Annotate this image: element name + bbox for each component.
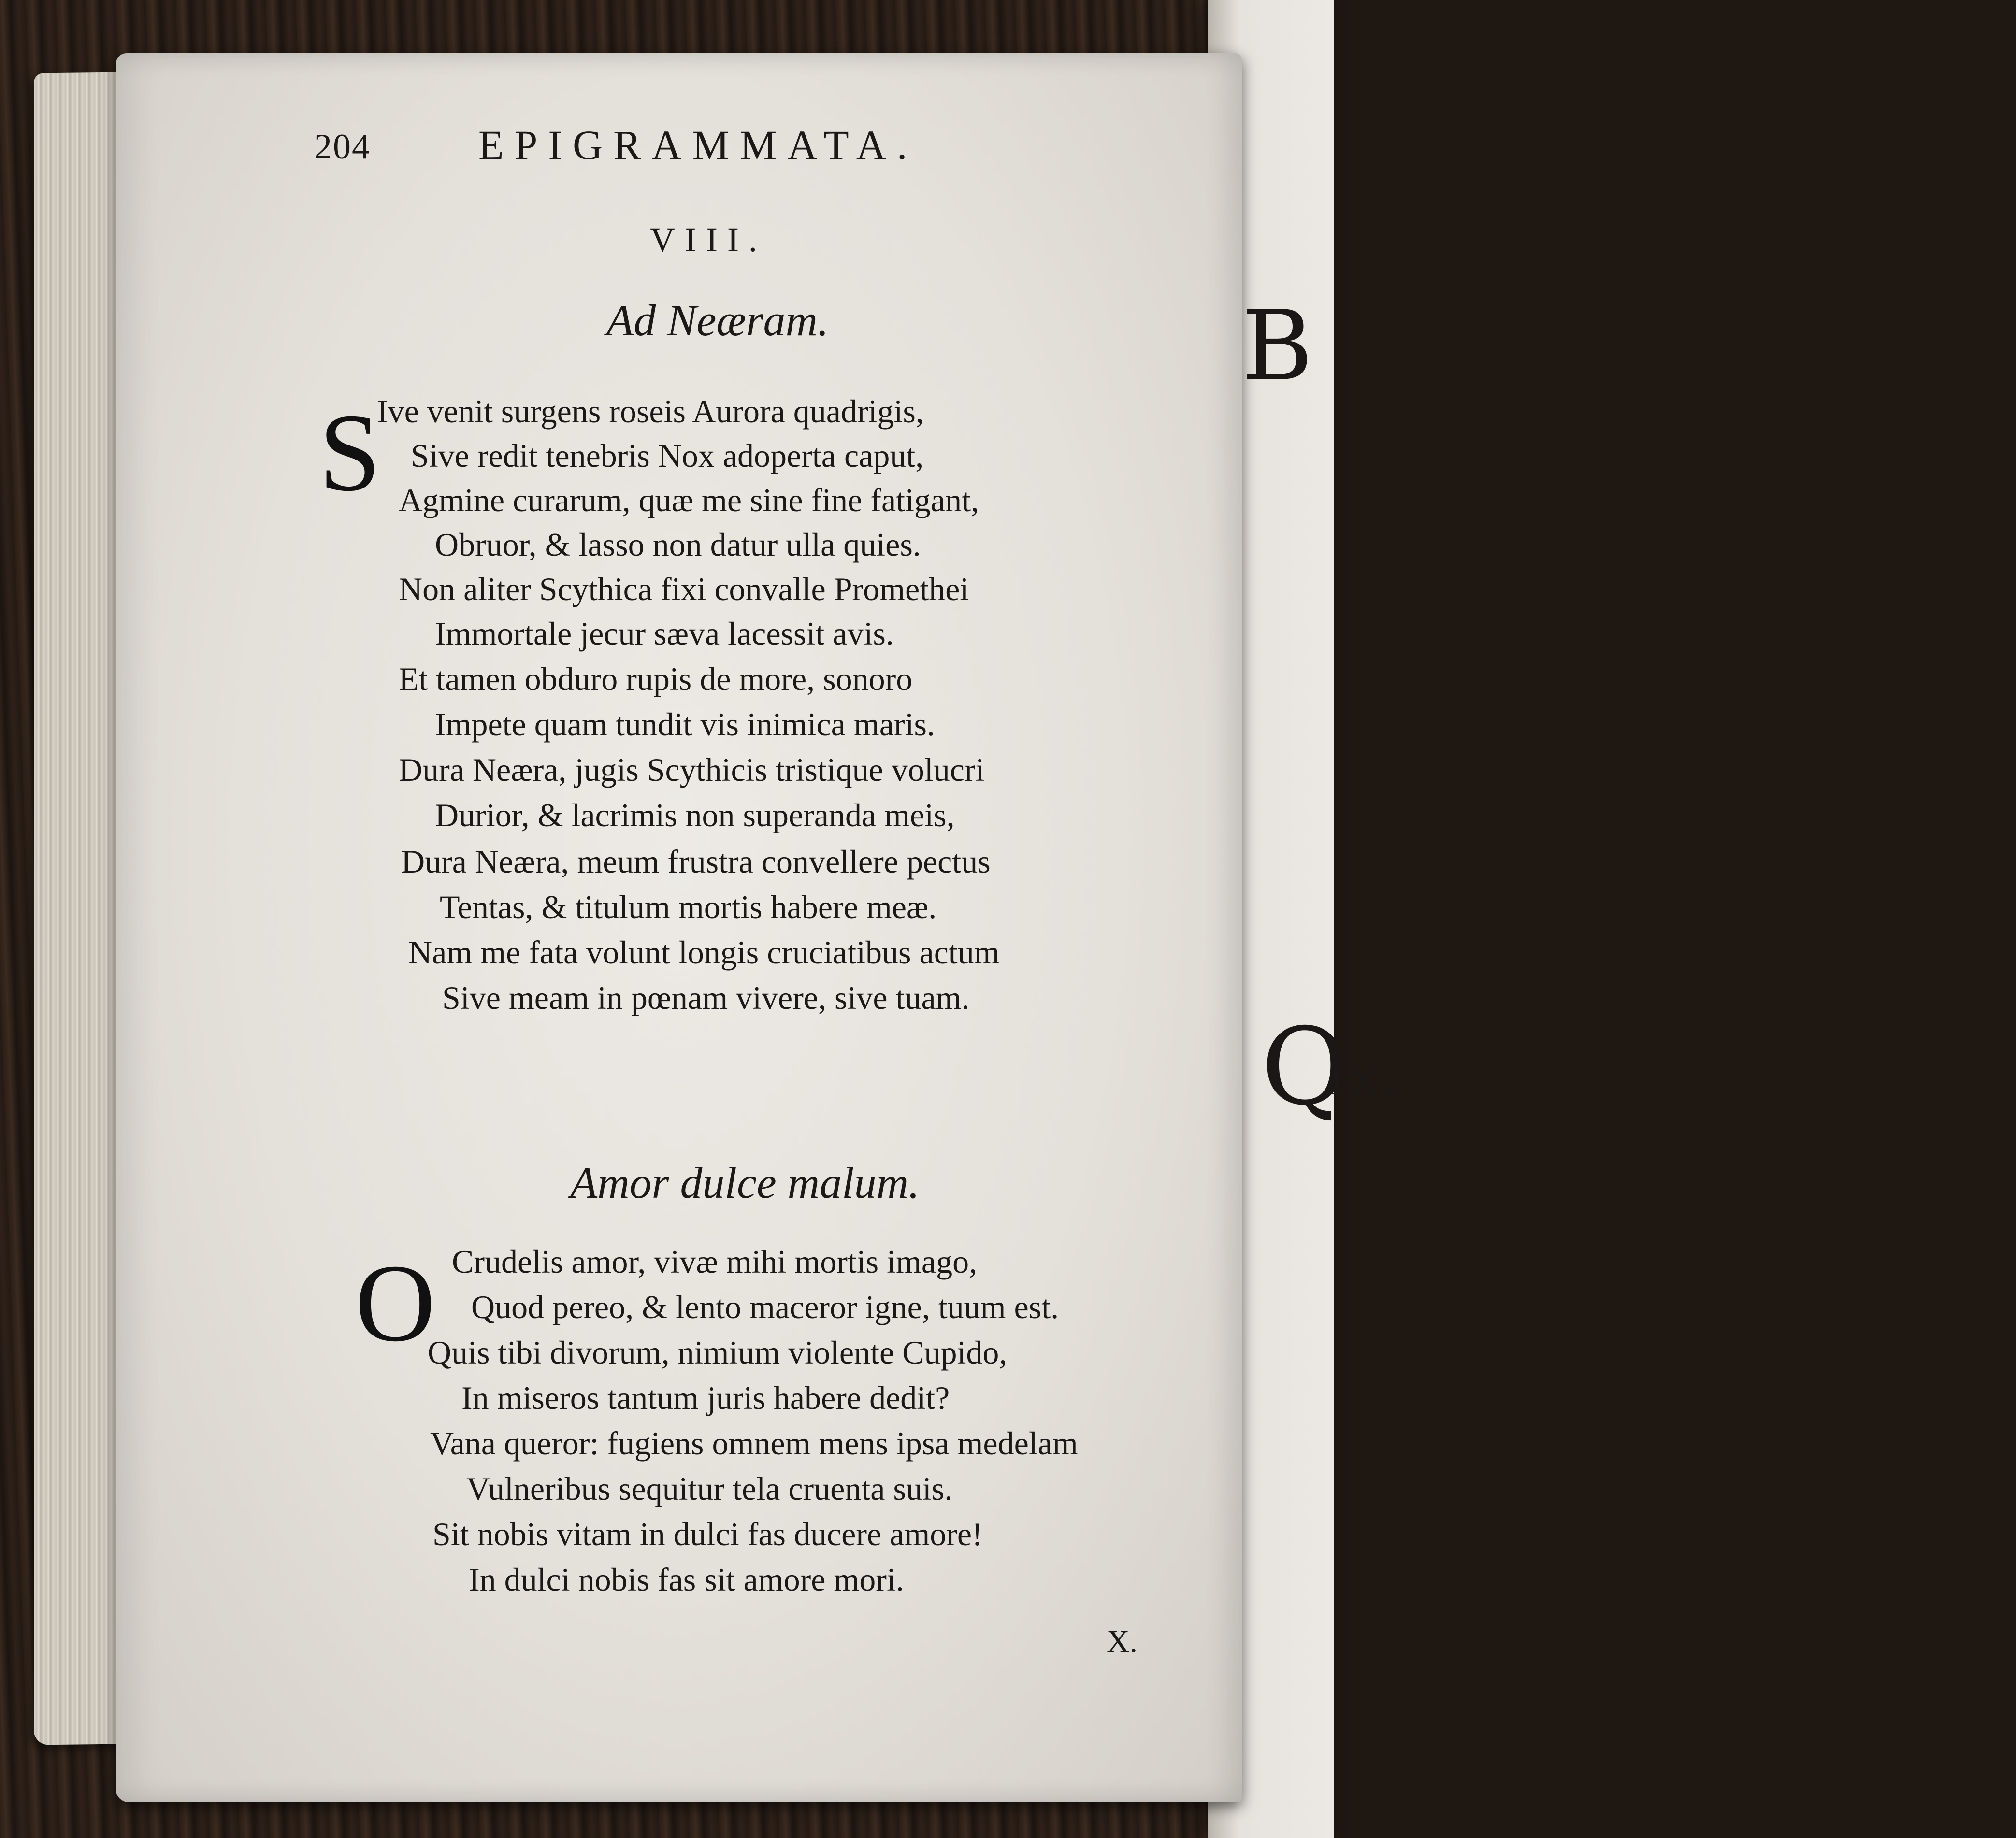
poem-line: Dura Neæra, meum frustra convellere pectus xyxy=(401,843,991,880)
poem-line: Obruor, & lasso non datur ulla quies. xyxy=(435,526,921,563)
facing-drop-cap-2: Q xyxy=(1261,1005,1349,1129)
poem-line: Nam me fata volunt longis cruciatibus actum xyxy=(408,934,1000,971)
poem-line: Quod pereo, & lento maceror igne, tuum est. xyxy=(471,1289,1059,1325)
poem-numeral: IX. xyxy=(1331,1063,1405,1102)
facing-drop-cap: B xyxy=(1242,290,1313,402)
poem-line: In dulci nobis fas sit amore mori. xyxy=(469,1561,904,1598)
poem-line: Agmine curarum, quæ me sine fine fatigant, xyxy=(399,482,979,518)
poem-line: Sive redit tenebris Nox adoperta caput, xyxy=(411,437,924,474)
catchword: X. xyxy=(1107,1624,1138,1659)
poem-line: Impete quam tundit vis inimica maris. xyxy=(435,706,935,743)
poem-line: Vulneribus sequitur tela cruenta suis. xyxy=(466,1470,953,1507)
poem-line: Ive venit surgens roseis Aurora quadrigis, xyxy=(377,393,924,430)
poem-line: Quis tibi divorum, nimium violente Cupido, xyxy=(428,1334,1008,1371)
poem-line: Dura Neæra, jugis Scythicis tristique volucri xyxy=(399,751,985,788)
running-head: EPIGRAMMATA. xyxy=(478,122,918,168)
page-number: 204 xyxy=(314,127,371,167)
poem-line: Durior, & lacrimis non superanda meis, xyxy=(435,797,955,833)
drop-cap: O xyxy=(355,1241,436,1364)
poem-line: Immortale jecur sæva lacessit avis. xyxy=(435,615,894,652)
poem-title: Amor dulce malum. xyxy=(570,1158,920,1207)
poem-line: Sit nobis vitam in dulci fas ducere amore! xyxy=(432,1516,983,1552)
poem-line: Non aliter Scythica fixi convalle Promethei xyxy=(399,571,969,607)
poem-line: Tentas, & titulum mortis habere meæ. xyxy=(440,889,937,925)
poem-line: Crudelis amor, vivæ mihi mortis imago, xyxy=(452,1243,978,1280)
poem-line: In miseros tantum juris habere dedit? xyxy=(461,1379,950,1416)
poem-line: Vana queror: fugiens omnem mens ipsa medelam xyxy=(430,1425,1078,1462)
poem-line: Et tamen obduro rupis de more, sonoro xyxy=(399,661,913,697)
poem-numeral: VIII. xyxy=(650,220,767,259)
poem-line: Sive meam in pœnam vivere, sive tuam. xyxy=(442,979,970,1016)
poem-title: Ad Neæram. xyxy=(606,296,829,345)
drop-cap: S xyxy=(319,391,381,514)
